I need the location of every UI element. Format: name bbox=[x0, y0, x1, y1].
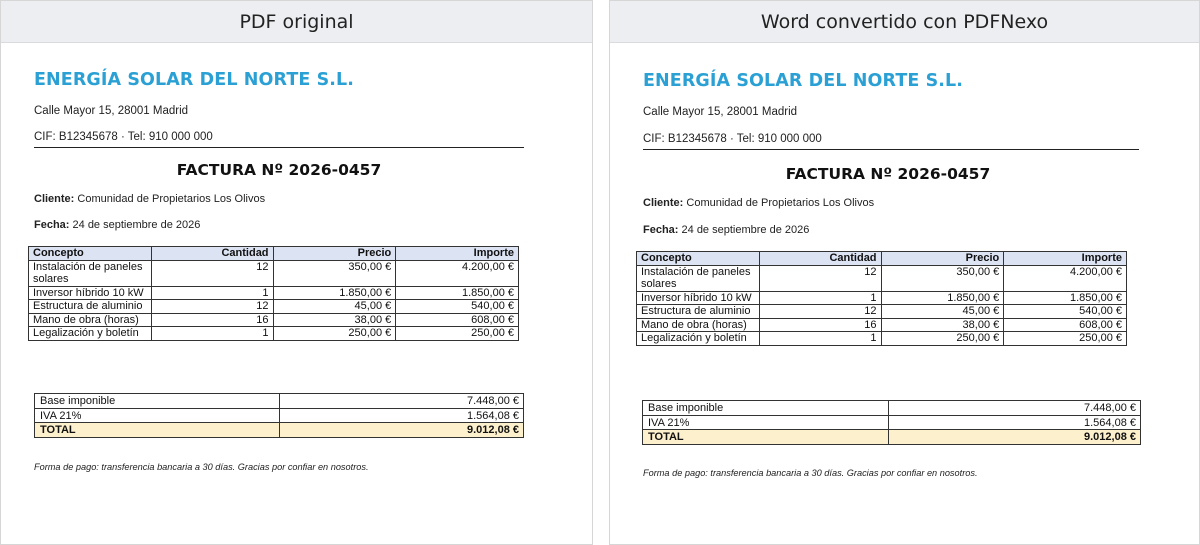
table-row bbox=[637, 305, 1127, 319]
totals-row-base bbox=[35, 394, 524, 409]
cell-amount: 540,00 € bbox=[1004, 305, 1127, 319]
cell-amount: 608,00 € bbox=[396, 313, 519, 327]
totals-value: 7.448,00 € bbox=[279, 394, 524, 409]
cell-concept: Estructura de aluminio bbox=[637, 305, 760, 319]
totals-value: 7.448,00 € bbox=[888, 401, 1141, 416]
cell-quantity: 1 bbox=[759, 332, 881, 346]
client-line bbox=[34, 193, 265, 205]
table-row bbox=[637, 318, 1127, 332]
cell-concept: Mano de obra (horas) bbox=[637, 318, 760, 332]
panel-title: Word convertido con PDFNexo bbox=[610, 1, 1199, 43]
totals-label: TOTAL bbox=[643, 430, 889, 445]
cell-price: 1.850,00 € bbox=[881, 291, 1004, 305]
cell-amount: 608,00 € bbox=[1004, 318, 1127, 332]
items-table bbox=[636, 251, 1127, 346]
col-header-price: Precio bbox=[881, 252, 1004, 266]
invoice-title: FACTURA Nº 2026-0457 bbox=[176, 161, 382, 179]
cell-concept: Estructura de aluminio bbox=[29, 300, 152, 314]
date-label: Fecha: bbox=[34, 219, 70, 231]
date-value: 24 de septiembre de 2026 bbox=[69, 219, 201, 231]
cell-price: 350,00 € bbox=[273, 260, 396, 286]
cell-amount: 4.200,00 € bbox=[396, 260, 519, 286]
totals-label: Base imponible bbox=[35, 394, 280, 409]
table-row bbox=[29, 286, 519, 300]
pdf-original-panel bbox=[0, 0, 593, 545]
company-cif: CIF: B12345678 · Tel: 910 000 000 bbox=[34, 131, 213, 143]
date-line bbox=[643, 224, 809, 236]
col-header-quantity: Cantidad bbox=[151, 247, 273, 261]
cell-price: 250,00 € bbox=[273, 327, 396, 341]
invoice-title: FACTURA Nº 2026-0457 bbox=[785, 165, 991, 183]
client-line bbox=[643, 197, 874, 209]
totals-label: IVA 21% bbox=[643, 415, 889, 430]
table-header-row bbox=[29, 247, 519, 261]
table-row bbox=[29, 327, 519, 341]
cell-price: 1.850,00 € bbox=[273, 286, 396, 300]
table-row bbox=[637, 265, 1127, 291]
cell-quantity: 12 bbox=[759, 305, 881, 319]
payment-note: Forma de pago: transferencia bancaria a 30 días. Gracias por confiar en nosotros. bbox=[643, 468, 978, 478]
cell-concept: Legalización y boletín bbox=[29, 327, 152, 341]
table-header-row bbox=[637, 252, 1127, 266]
cell-price: 45,00 € bbox=[881, 305, 1004, 319]
panel-title: PDF original bbox=[1, 1, 592, 43]
cell-amount: 250,00 € bbox=[396, 327, 519, 341]
totals-label: Base imponible bbox=[643, 401, 889, 416]
cell-price: 45,00 € bbox=[273, 300, 396, 314]
cell-quantity: 12 bbox=[151, 260, 273, 286]
cell-quantity: 1 bbox=[759, 291, 881, 305]
totals-row-total bbox=[643, 430, 1141, 445]
col-header-concept: Concepto bbox=[29, 247, 152, 261]
table-row bbox=[637, 291, 1127, 305]
cell-price: 350,00 € bbox=[881, 265, 1004, 291]
header-divider bbox=[34, 147, 524, 148]
payment-note: Forma de pago: transferencia bancaria a 30 días. Gracias por confiar en nosotros. bbox=[34, 462, 369, 472]
table-row bbox=[29, 260, 519, 286]
company-address: Calle Mayor 15, 28001 Madrid bbox=[643, 106, 798, 118]
totals-value: 1.564,08 € bbox=[888, 415, 1141, 430]
cell-concept: Instalación de paneles solares bbox=[29, 260, 152, 286]
totals-table bbox=[34, 393, 524, 438]
totals-row-total bbox=[35, 423, 524, 438]
cell-concept: Instalación de paneles solares bbox=[637, 265, 760, 291]
totals-row-iva bbox=[643, 415, 1141, 430]
col-header-quantity: Cantidad bbox=[759, 252, 881, 266]
client-label: Cliente: bbox=[643, 197, 684, 209]
date-label: Fecha: bbox=[643, 224, 679, 236]
company-address: Calle Mayor 15, 28001 Madrid bbox=[34, 105, 189, 117]
cell-quantity: 12 bbox=[151, 300, 273, 314]
company-name: ENERGÍA SOLAR DEL NORTE S.L. bbox=[643, 71, 964, 91]
cell-quantity: 16 bbox=[759, 318, 881, 332]
client-value: Comunidad de Propietarios Los Olivos bbox=[683, 197, 875, 209]
client-value: Comunidad de Propietarios Los Olivos bbox=[74, 193, 266, 205]
word-converted-panel bbox=[609, 0, 1200, 545]
cell-quantity: 1 bbox=[151, 327, 273, 341]
cell-price: 38,00 € bbox=[273, 313, 396, 327]
col-header-amount: Importe bbox=[1004, 252, 1127, 266]
cell-amount: 1.850,00 € bbox=[396, 286, 519, 300]
cell-concept: Mano de obra (horas) bbox=[29, 313, 152, 327]
totals-label: TOTAL bbox=[35, 423, 280, 438]
totals-table bbox=[642, 400, 1141, 445]
cell-amount: 250,00 € bbox=[1004, 332, 1127, 346]
cell-price: 38,00 € bbox=[881, 318, 1004, 332]
header-divider bbox=[643, 149, 1139, 150]
totals-label: IVA 21% bbox=[35, 408, 280, 423]
company-cif: CIF: B12345678 · Tel: 910 000 000 bbox=[643, 133, 822, 145]
cell-concept: Legalización y boletín bbox=[637, 332, 760, 346]
totals-row-base bbox=[643, 401, 1141, 416]
totals-value: 1.564,08 € bbox=[279, 408, 524, 423]
totals-value: 9.012,08 € bbox=[279, 423, 524, 438]
col-header-price: Precio bbox=[273, 247, 396, 261]
cell-price: 250,00 € bbox=[881, 332, 1004, 346]
col-header-amount: Importe bbox=[396, 247, 519, 261]
company-name: ENERGÍA SOLAR DEL NORTE S.L. bbox=[34, 70, 355, 90]
cell-concept: Inversor híbrido 10 kW bbox=[637, 291, 760, 305]
col-header-concept: Concepto bbox=[637, 252, 760, 266]
items-table bbox=[28, 246, 519, 341]
table-row bbox=[29, 313, 519, 327]
cell-amount: 1.850,00 € bbox=[1004, 291, 1127, 305]
table-row bbox=[29, 300, 519, 314]
totals-value: 9.012,08 € bbox=[888, 430, 1141, 445]
cell-quantity: 12 bbox=[759, 265, 881, 291]
client-label: Cliente: bbox=[34, 193, 75, 205]
date-line bbox=[34, 219, 200, 231]
cell-amount: 4.200,00 € bbox=[1004, 265, 1127, 291]
table-row bbox=[637, 332, 1127, 346]
cell-quantity: 16 bbox=[151, 313, 273, 327]
cell-concept: Inversor híbrido 10 kW bbox=[29, 286, 152, 300]
cell-quantity: 1 bbox=[151, 286, 273, 300]
totals-row-iva bbox=[35, 408, 524, 423]
date-value: 24 de septiembre de 2026 bbox=[678, 224, 810, 236]
cell-amount: 540,00 € bbox=[396, 300, 519, 314]
